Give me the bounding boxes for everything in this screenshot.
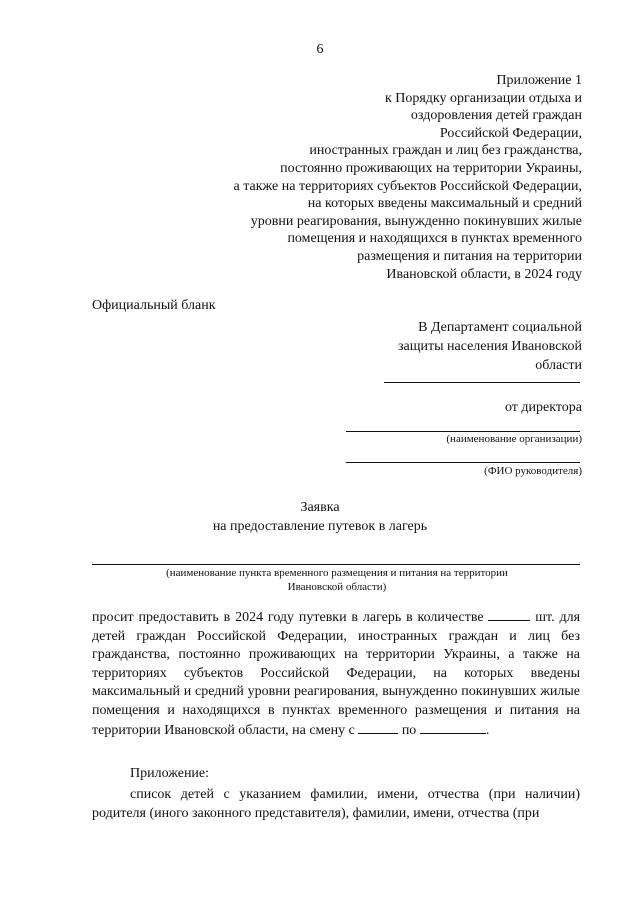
appendix-line: помещения и находящихся в пунктах временного <box>287 231 582 247</box>
appendix-line: размещения и питания на территории <box>357 248 582 264</box>
addressee-line: защиты населения Ивановской <box>397 339 582 354</box>
addressee-line: В Департамент социальной <box>418 320 582 335</box>
appendix-header <box>182 72 582 283</box>
application-title-block <box>0 498 640 536</box>
head-name-blank-line <box>346 462 580 463</box>
addressee-blank-line <box>384 382 580 383</box>
page-number: 6 <box>316 42 324 57</box>
appendix-line: к Порядку организации отдыха и <box>384 90 582 106</box>
appendix-line: Ивановской области, в 2024 году <box>386 266 582 282</box>
appendix-line: иностранных граждан и лиц без гражданства, <box>309 143 582 159</box>
organization-caption: (наименование организации) <box>446 433 582 445</box>
shift-start-blank <box>358 721 398 734</box>
appendix-line: постоянно проживающих на территории Украины, <box>280 160 582 176</box>
shift-end-blank <box>420 721 486 734</box>
place-caption <box>92 566 582 594</box>
place-caption-line: Ивановской области) <box>287 581 387 593</box>
addressee-block <box>322 318 582 375</box>
place-blank-line <box>92 564 580 565</box>
attachment-title: Приложение: <box>130 766 210 781</box>
application-title: Заявка <box>300 500 340 515</box>
addressee-line: области <box>535 358 582 373</box>
request-body: просит предоставить в 2024 году путевки в лагерь в количестве шт. для детей граждан Российской Федерации, иностранных граждан и лиц без гражданства, постоянно проживающих на территории Украины, а также на территориях субъектов Российской Федерации, на которых введены максимальный и средний уровни реагирования, вынужденно покинувших жилые помещения и находящихся в пунктах временного размещения и питания на территории Ивановской области, на смену с по . <box>92 610 581 738</box>
request-text-start: просит предоставить в 2024 году путевки в лагерь в количестве <box>92 610 484 625</box>
appendix-line: оздоровления детей граждан <box>410 108 582 124</box>
appendix-line: уровни реагирования, вынужденно покинувших жилые <box>250 213 582 229</box>
appendix-line: Приложение 1 <box>496 73 582 88</box>
appendix-line: а также на территориях субъектов Российской Федерации, <box>233 178 582 194</box>
shift-to-label: по <box>401 722 417 738</box>
request-text-main: для детей граждан Российской Федерации, иностранных граждан и лиц без гражданства, постоянно проживающих на территории Украины, а также на территориях субъектов Российской Федерации, на которых введены максимальный и средний уровни реагирования, вынужденно покинувших жилые помещения и находящихся в пунктах временного размещения и питания на территории Ивановской области, на смену с <box>92 610 581 738</box>
from-director: от директора <box>504 400 582 415</box>
quantity-unit: шт. <box>535 610 555 625</box>
attachment-text: список детей с указанием фамилии, имени, отчества (при наличии) родителя (иного законного представителя), фамилии, имени, отчества (при <box>92 787 580 821</box>
appendix-line: Российской Федерации, <box>439 125 582 141</box>
quantity-blank <box>488 608 530 621</box>
appendix-line: на которых введены максимальный и средний <box>307 196 582 212</box>
place-caption-line: (наименование пункта временного размещения и питания на территории <box>166 567 508 579</box>
official-form-label: Официальный бланк <box>92 298 216 313</box>
head-name-caption: (ФИО руководителя) <box>484 465 582 477</box>
organization-blank-line <box>346 431 580 432</box>
application-subtitle: на предоставление путевок в лагерь <box>212 519 428 534</box>
